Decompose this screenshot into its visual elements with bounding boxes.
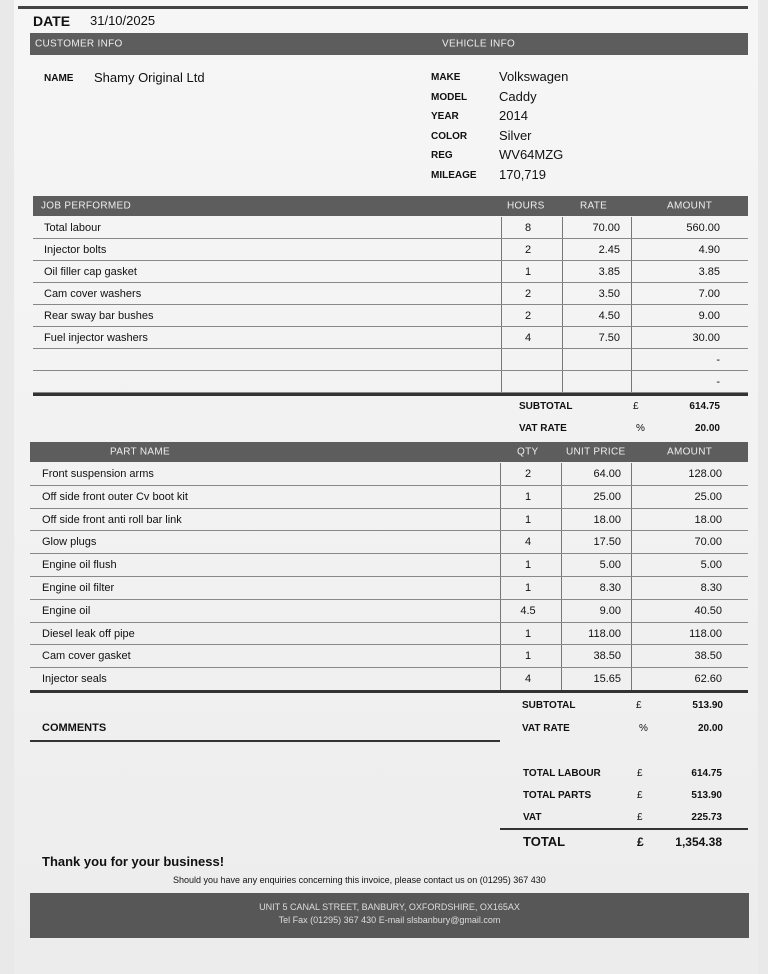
vehicle-field-label: MAKE xyxy=(431,72,461,83)
parts-row-rate: 25.00 xyxy=(593,490,621,503)
total-row-value: 225.73 xyxy=(691,812,722,823)
jobs-row-line xyxy=(33,260,748,261)
vehicle-field-label: YEAR xyxy=(431,111,459,122)
parts-row-rate: 64.00 xyxy=(593,467,621,480)
parts-row-name: Injector seals xyxy=(42,673,107,686)
total-row-symbol: £ xyxy=(637,812,643,823)
parts-row-amount: 25.00 xyxy=(694,490,722,503)
jobs-row-line xyxy=(33,370,748,371)
jobs-row-amount: 30.00 xyxy=(692,331,720,344)
total-row-label: TOTAL LABOUR xyxy=(523,768,601,779)
jobs-row-amount: 4.90 xyxy=(698,243,720,256)
jobs-vat-label: VAT RATE xyxy=(519,423,567,434)
total-row-value: 513.90 xyxy=(691,790,722,801)
customer-info-header: CUSTOMER INFO xyxy=(35,38,123,50)
parts-column-divider xyxy=(500,463,501,691)
parts-row-rate: 38.50 xyxy=(593,650,621,663)
parts-row-rate: 15.65 xyxy=(593,673,621,686)
parts-vat-symbol: % xyxy=(639,723,648,734)
parts-row-amount: 38.50 xyxy=(694,650,722,663)
jobs-column-divider xyxy=(501,217,502,393)
jobs-subtotal-symbol: £ xyxy=(633,401,639,412)
info-header-bar xyxy=(30,33,748,55)
parts-row-qty: 1 xyxy=(524,513,532,526)
parts-subtotal-symbol: £ xyxy=(636,700,642,711)
jobs-row-name: Total labour xyxy=(44,221,101,234)
comments-line xyxy=(30,740,500,742)
thank-you-text: Thank you for your business! xyxy=(42,854,225,869)
parts-row-line xyxy=(30,622,748,623)
parts-row-name: Engine oil flush xyxy=(42,559,117,572)
parts-row-name: Off side front outer Cv boot kit xyxy=(42,490,188,503)
parts-row-name: Cam cover gasket xyxy=(42,650,131,663)
total-row-symbol: £ xyxy=(637,768,643,779)
parts-row-rate: 9.00 xyxy=(599,604,621,617)
parts-row-name: Glow plugs xyxy=(42,536,97,549)
jobs-row-rate: 7.50 xyxy=(598,331,620,344)
parts-subtotal-value: 513.90 xyxy=(692,700,723,711)
parts-row-line xyxy=(30,599,748,600)
parts-row-amount: 70.00 xyxy=(694,536,722,549)
jobs-header-rate: RATE xyxy=(580,200,608,212)
footer-contact: Tel Fax (01295) 367 430 E-mail slsbanbury@gmail.com xyxy=(278,915,501,925)
jobs-row-amount: - xyxy=(716,353,720,366)
jobs-row-amount: 560.00 xyxy=(686,221,720,234)
parts-row-name: Engine oil filter xyxy=(42,581,115,594)
parts-row-name: Front suspension arms xyxy=(42,467,154,480)
parts-vat-label: VAT RATE xyxy=(522,723,570,734)
jobs-header-amount: AMOUNT xyxy=(667,200,713,212)
jobs-row-rate: 70.00 xyxy=(592,221,620,234)
parts-row-line xyxy=(30,644,748,645)
parts-column-divider xyxy=(631,463,632,691)
jobs-row-rate: 4.50 xyxy=(598,309,620,322)
parts-row-line xyxy=(30,485,748,486)
comments-label: COMMENTS xyxy=(42,722,107,734)
parts-row-amount: 62.60 xyxy=(694,673,722,686)
parts-row-qty: 4.5 xyxy=(520,604,536,617)
parts-row-line xyxy=(30,576,748,577)
parts-row-amount: 8.30 xyxy=(700,581,722,594)
jobs-vat-symbol: % xyxy=(636,423,645,434)
jobs-row-rate: 2.45 xyxy=(598,243,620,256)
jobs-row-line xyxy=(33,348,748,349)
date-label: DATE xyxy=(33,13,71,29)
parts-header-unit-price: UNIT PRICE xyxy=(566,446,626,458)
parts-row-amount: 118.00 xyxy=(689,627,722,640)
customer-name-value: Shamy Original Ltd xyxy=(94,70,205,85)
jobs-column-divider xyxy=(631,217,632,393)
jobs-subtotal-label: SUBTOTAL xyxy=(519,401,573,412)
vehicle-field-label: COLOR xyxy=(431,130,468,142)
jobs-column-divider xyxy=(562,217,563,393)
enquiry-text: Should you have any enquiries concerning this invoice, please contact us on (01295) 367 430 xyxy=(173,875,546,885)
parts-header-amount: AMOUNT xyxy=(667,446,713,458)
total-row-label: VAT xyxy=(523,812,542,823)
jobs-row-qty: 2 xyxy=(524,287,532,300)
jobs-row-qty: 4 xyxy=(524,331,532,344)
parts-header-bar xyxy=(30,442,748,462)
parts-row-line xyxy=(30,530,748,531)
jobs-subtotal-value: 614.75 xyxy=(689,401,720,412)
jobs-row-amount: 3.85 xyxy=(698,265,720,278)
parts-column-divider xyxy=(561,463,562,691)
vehicle-field-value: WV64MZG xyxy=(499,147,564,162)
footer-address: UNIT 5 CANAL STREET, BANBURY, OXFORDSHIRE, OX165AX xyxy=(259,902,520,912)
parts-vat-value: 20.00 xyxy=(697,723,723,734)
jobs-row-amount: 7.00 xyxy=(698,287,720,300)
grand-total-label: TOTAL xyxy=(523,834,566,849)
jobs-header-bar xyxy=(33,196,748,216)
parts-row-qty: 1 xyxy=(524,490,532,503)
parts-row-rate: 8.30 xyxy=(599,581,621,594)
jobs-header-hours: HOURS xyxy=(507,200,545,212)
parts-row-rate: 18.00 xyxy=(593,513,621,526)
jobs-row-amount: 9.00 xyxy=(698,309,720,322)
parts-header-part: PART NAME xyxy=(110,446,170,458)
jobs-row-line xyxy=(33,282,748,283)
parts-subtotal-label: SUBTOTAL xyxy=(522,700,576,711)
vehicle-field-label: MILEAGE xyxy=(431,169,477,181)
vehicle-info-header: VEHICLE INFO xyxy=(442,38,516,50)
vehicle-field-value: 2014 xyxy=(499,108,528,123)
parts-row-rate: 17.50 xyxy=(593,536,621,549)
jobs-row-line xyxy=(33,304,748,305)
footer-bar xyxy=(30,893,749,938)
jobs-row-line xyxy=(33,238,748,239)
jobs-bottom-rule xyxy=(33,393,748,396)
parts-header-qty: QTY xyxy=(517,446,539,458)
parts-row-line xyxy=(30,553,748,554)
parts-row-qty: 2 xyxy=(524,467,532,480)
date-value: 31/10/2025 xyxy=(90,13,156,28)
parts-row-rate: 5.00 xyxy=(599,559,621,572)
jobs-row-amount: - xyxy=(716,375,720,388)
parts-row-name: Engine oil xyxy=(42,604,91,617)
jobs-row-qty: 2 xyxy=(524,309,532,322)
jobs-row-name: Cam cover washers xyxy=(44,287,142,300)
parts-row-line xyxy=(30,508,748,509)
parts-row-qty: 4 xyxy=(524,673,532,686)
jobs-row-qty: 1 xyxy=(524,265,532,278)
vehicle-field-value: Caddy xyxy=(499,88,537,104)
jobs-row-name: Rear sway bar bushes xyxy=(44,309,154,322)
parts-row-qty: 1 xyxy=(524,581,532,594)
jobs-row-qty: 8 xyxy=(524,221,532,234)
total-row-value: 614.75 xyxy=(691,768,722,779)
jobs-row-name: Injector bolts xyxy=(44,243,107,256)
jobs-header-job: JOB PERFORMED xyxy=(41,200,132,212)
vehicle-field-label: MODEL xyxy=(431,91,468,103)
parts-row-amount: 40.50 xyxy=(694,604,722,617)
jobs-row-name: Fuel injector washers xyxy=(44,331,148,344)
parts-row-line xyxy=(30,667,748,668)
jobs-row-qty: 2 xyxy=(524,243,532,256)
total-row-label: TOTAL PARTS xyxy=(523,790,592,801)
customer-name-label: NAME xyxy=(44,73,74,84)
parts-row-name: Off side front anti roll bar link xyxy=(42,513,182,526)
vehicle-field-value: 170,719 xyxy=(499,166,546,182)
parts-row-qty: 4 xyxy=(524,536,532,549)
parts-row-amount: 128.00 xyxy=(688,467,722,480)
vehicle-field-value: Silver xyxy=(499,127,532,143)
total-row-symbol: £ xyxy=(637,790,643,801)
parts-row-qty: 1 xyxy=(524,627,532,640)
jobs-row-name: Oil filler cap gasket xyxy=(44,265,137,278)
parts-row-qty: 1 xyxy=(524,650,532,663)
parts-row-rate: 118.00 xyxy=(588,627,621,640)
parts-row-qty: 1 xyxy=(524,559,532,572)
jobs-vat-value: 20.00 xyxy=(694,423,720,434)
vehicle-field-label: REG xyxy=(431,150,453,161)
grand-total-value: 1,354.38 xyxy=(675,835,722,849)
top-rule xyxy=(18,6,748,9)
parts-row-amount: 5.00 xyxy=(700,559,722,572)
parts-row-amount: 18.00 xyxy=(694,513,722,526)
parts-row-name: Diesel leak off pipe xyxy=(42,627,135,640)
jobs-row-rate: 3.50 xyxy=(598,287,620,300)
jobs-row-rate: 3.85 xyxy=(598,265,620,278)
grand-total-symbol: £ xyxy=(637,835,644,849)
vehicle-field-value: Volkswagen xyxy=(499,69,569,84)
parts-bottom-rule xyxy=(30,690,748,693)
total-rule xyxy=(500,828,748,830)
jobs-row-line xyxy=(33,326,748,327)
